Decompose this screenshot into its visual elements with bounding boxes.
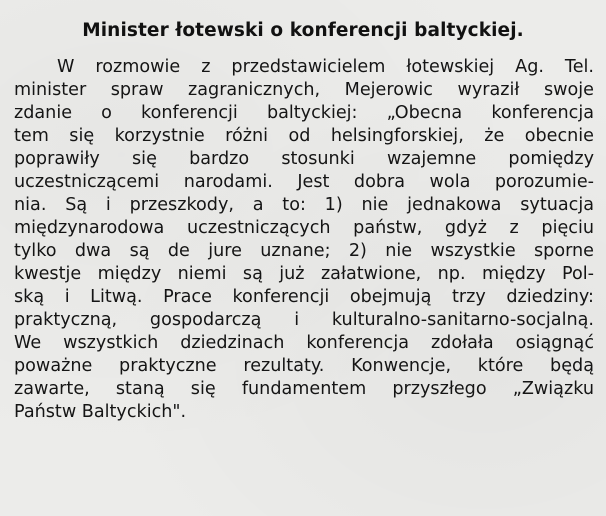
article-line: tylko dwa są de jure uznane; 2) nie wszystkie sporne [14, 241, 594, 261]
article-line: zdanie o konferencji baltyckiej: „Obecna konferencja [14, 103, 594, 123]
article-body [14, 56, 594, 424]
article-line: We wszystkich dziedzinach konferencja zdołała osiągnąć [14, 333, 594, 353]
article-line: kwestje między niemi są już załatwione, np. między Pol- [14, 264, 594, 284]
article-line: międzynarodowa uczestniczących państw, gdyż z pięciu [14, 218, 594, 238]
article-line: poważne praktyczne rezultaty. Konwencje, które będą [14, 356, 594, 376]
article-line: praktyczną, gospodarczą i kulturalno-sanitarno-socjalną. [14, 310, 594, 330]
article-line: minister spraw zagranicznych, Mejerowic wyraził swoje [14, 80, 594, 100]
article-line: tem się korzystnie różni od helsingforskiej, że obecnie [14, 126, 594, 146]
article-line: ską i Litwą. Prace konferencji obejmują trzy dziedziny: [14, 287, 594, 307]
article-line: nia. Są i przeszkody, a to: 1) nie jednakowa sytuacja [14, 195, 594, 215]
article-line: poprawiły się bardzo stosunki wzajemne pomiędzy [14, 149, 594, 169]
article-line: uczestniczącemi narodami. Jest dobra wola porozumie- [14, 172, 594, 192]
article-line: zawarte, staną się fundamentem przyszłego „Związku [14, 379, 594, 399]
article-line: Państw Baltyckich". [14, 402, 187, 422]
article-headline: Minister łotewski o konferencji baltyckiej. [82, 20, 524, 41]
article-line: W rozmowie z przedstawicielem łotewskiej Ag. Tel. [57, 57, 594, 77]
